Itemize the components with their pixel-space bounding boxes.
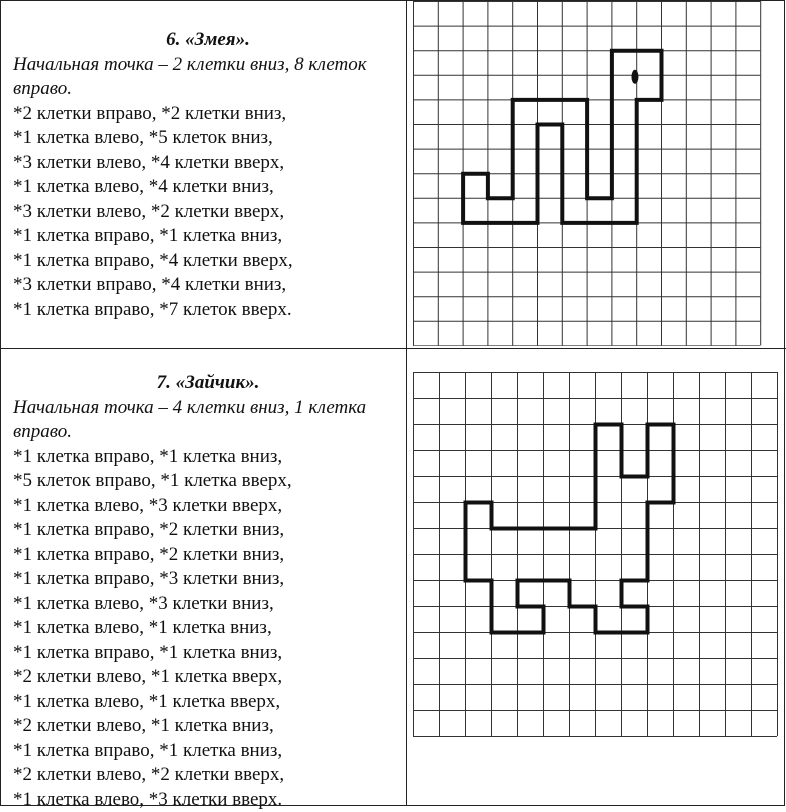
task-7-intro: Начальная точка – 4 клетки вниз, 1 клетка вправо. xyxy=(13,396,403,445)
task-7-title: 7. «Зайчик». xyxy=(13,371,403,396)
step: *1 клетка вправо, *4 клетки вверх, xyxy=(13,249,403,274)
step: *1 клетка влево, *1 клетка вверх, xyxy=(13,690,403,715)
step: *1 клетка вправо, *2 клетки вниз, xyxy=(13,543,403,568)
snake-eye xyxy=(631,70,638,84)
step: *2 клетки влево, *1 клетка вниз, xyxy=(13,714,403,739)
step: *1 клетка влево, *3 клетки вверх, xyxy=(13,494,403,519)
step: *3 клетки влево, *4 клетки вверх, xyxy=(13,151,403,176)
task-6-intro: Начальная точка – 2 клетки вниз, 8 клеток вправо. xyxy=(13,53,403,102)
task-6-steps xyxy=(13,102,403,323)
bunny-grid xyxy=(413,372,780,738)
step: *1 клетка вправо, *1 клетка вниз, xyxy=(13,445,403,470)
step: *1 клетка вправо, *1 клетка вниз, xyxy=(13,641,403,666)
step: *1 клетка влево, *5 клеток вниз, xyxy=(13,126,403,151)
task-6-text xyxy=(13,28,403,322)
step: *1 клетка влево, *3 клетки вверх. xyxy=(13,788,403,812)
task-7-text xyxy=(13,371,403,812)
step: *2 клетки влево, *1 клетка вверх, xyxy=(13,665,403,690)
step: *1 клетка влево, *4 клетки вниз, xyxy=(13,175,403,200)
step: *1 клетка вправо, *7 клеток вверх. xyxy=(13,298,403,323)
task-6-title: 6. «Змея». xyxy=(13,28,403,53)
step: *1 клетка вправо, *3 клетки вниз, xyxy=(13,567,403,592)
step: *3 клетки влево, *2 клетки вверх, xyxy=(13,200,403,225)
step: *1 клетка влево, *1 клетка вниз, xyxy=(13,616,403,641)
step: *1 клетка вправо, *1 клетка вниз, xyxy=(13,224,403,249)
row-divider xyxy=(0,348,786,349)
step: *2 клетки влево, *2 клетки вверх, xyxy=(13,763,403,788)
step: *3 клетки вправо, *4 клетки вниз, xyxy=(13,273,403,298)
column-divider xyxy=(406,0,407,806)
step: *1 клетка вправо, *1 клетка вниз, xyxy=(13,739,403,764)
snake-grid xyxy=(413,1,763,346)
step: *5 клеток вправо, *1 клетка вверх, xyxy=(13,469,403,494)
step: *1 клетка влево, *3 клетки вниз, xyxy=(13,592,403,617)
task-7-steps xyxy=(13,445,403,812)
step: *2 клетки вправо, *2 клетки вниз, xyxy=(13,102,403,127)
step: *1 клетка вправо, *2 клетки вниз, xyxy=(13,518,403,543)
